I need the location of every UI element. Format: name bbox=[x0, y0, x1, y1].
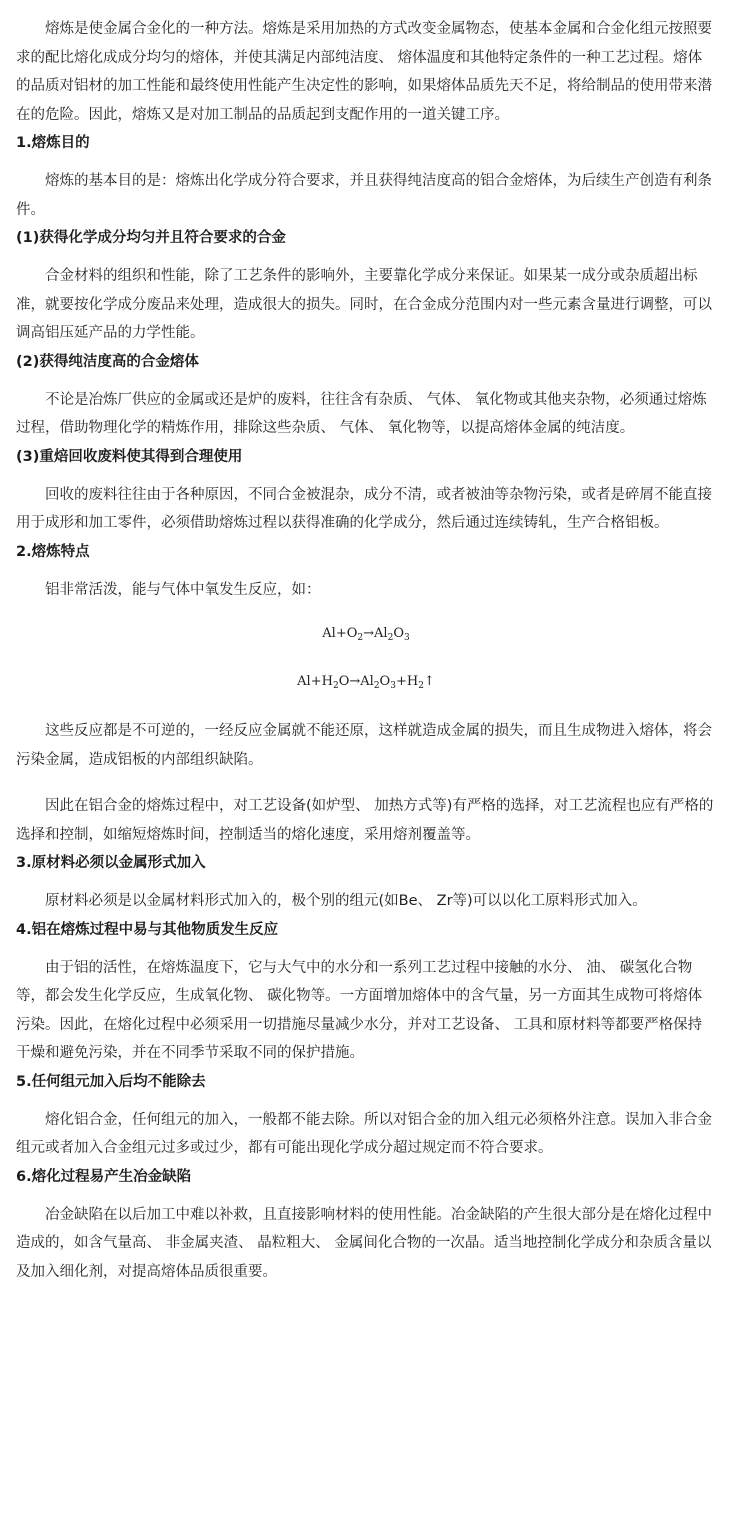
section-heading-raw-materials: 3.原材料必须以金属形式加入 bbox=[16, 855, 206, 871]
subheading-recycling: (3)重焙回收废料使其得到合理使用 bbox=[16, 448, 243, 465]
recycling-paragraph: 回收的废料往往由于各种原因，不同合金被混杂，成分不清，或者被油等杂物污染，或者是碎屑不能直接用于成形和加工零件，必须借助熔炼过程以获得准确的化学成分，然后通过连续铸轧，生产合格铝板。 bbox=[16, 486, 712, 531]
purity-paragraph: 不论是冶炼厂供应的金属或还是炉的废料，往往含有杂质、 气体、 氧化物或其他夹杂物，必须通过熔炼过程，借助物理化学的精炼作用，排除这些杂质、 气体、 氧化物等，以提高熔体金属的纯洁度。 bbox=[16, 391, 707, 436]
reactivity-paragraph: 铝非常活泼，能与气体中氧发生反应，如： bbox=[45, 581, 321, 598]
elements-paragraph: 熔化铝合金，任何组元的加入，一般都不能去除。所以对铝合金的加入组元必须格外注意。误加入非合金组元或者加入合金组元过多或过少，都有可能出现化学成分超过规定而不符合要求。 bbox=[16, 1111, 712, 1156]
section-heading-reactions: 4.铝在熔炼过程中易与其他物质发生反应 bbox=[16, 921, 279, 938]
irreversible-paragraph: 这些反应都是不可逆的，一经反应金属就不能还原，这样就造成金属的损失，而且生成物进入熔体，将会污染金属，造成铝板的内部组织缺陷。 bbox=[16, 723, 712, 768]
section-heading-characteristics: 2.熔炼特点 bbox=[16, 543, 90, 560]
reactions-paragraph: 由于铝的活性，在熔炼温度下，它与大气中的水分和一系列工艺过程中接触的水分、 油、 碳氢化合物等，都会发生化学反应，生成氧化物、 碳化物等。一方面增加熔体中的含气量，另一方面其生成物可将熔体污染。因此，在熔化过程中必须采用一切措施尽量减少水分，并对工艺设备、 工具和原材料等都要严格保持干燥和避免污染，并在不同季节采取不同的保护措施。 bbox=[16, 959, 703, 1061]
intro-paragraph: 熔炼是使金属合金化的一种方法。熔炼是采用加热的方式改变金属物态，使基本金属和合金化组元按照要求的配比熔化成成分均匀的熔体，并使其满足内部纯洁度、 熔体温度和其他特定条件的一种工艺过程。熔体的品质对铝材的加工性能和最终使用性能产生决定性的影响，如果熔体品质先天不足，将给制品的使用带来潜在的危险。因此，熔炼又是对加工制品的品质起到支配作用的一道关键工序。 bbox=[16, 21, 712, 123]
oxidation-formula: $Al+O_2\to Al_2O_3$ bbox=[322, 626, 410, 643]
composition-paragraph: 合金材料的组织和性能，除了工艺条件的影响外，主要靠化学成分来保证。如果某一成分或杂质超出标准，就要按化学成分废品来处理，造成很大的损失。同时，在合金成分范围内对一些元素含量进行调整，可以调高铝压延产品的力学性能。 bbox=[16, 268, 712, 341]
section-heading-elements: 5.任何组元加入后均不能除去 bbox=[16, 1073, 206, 1090]
subheading-purity: (2)获得纯洁度高的合金熔体 bbox=[16, 353, 199, 370]
section-heading-purpose: 1.熔炼目的 bbox=[16, 135, 90, 151]
process-control-paragraph: 因此在铝合金的熔炼过程中，对工艺设备(如炉型、 加热方式等)有严格的选择，对工艺流程也应有严格的选择和控制，如缩短熔炼时间，控制适当的熔化速度，采用熔剂覆盖等。 bbox=[16, 798, 714, 843]
section-heading-defects: 6.熔化过程易产生冶金缺陷 bbox=[16, 1168, 192, 1185]
raw-materials-paragraph: 原材料必须是以金属材料形式加入的，极个别的组元(如Be、 Zr等)可以以化工原料形式加入。 bbox=[45, 893, 647, 909]
subheading-composition: (1)获得化学成分均匀并且符合要求的合金 bbox=[16, 230, 286, 246]
defects-paragraph: 冶金缺陷在以后加工中难以补救，且直接影响材料的使用性能。冶金缺陷的产生很大部分是在熔化过程中造成的，如含气量高、 非金属夹渣、 晶粒粗大、 金属间化合物的一次晶。适当地控制化学成分和杂质含量以及加入细化剂，对提高熔体品质很重要。 bbox=[16, 1206, 712, 1280]
purpose-paragraph: 熔炼的基本目的是：熔炼出化学成分符合要求，并且获得纯洁度高的铝合金熔体，为后续生产创造有利条件。 bbox=[16, 173, 712, 218]
water-reaction-formula: $Al+H_2O\to Al_2O_3+H_2↑$ bbox=[297, 674, 435, 691]
